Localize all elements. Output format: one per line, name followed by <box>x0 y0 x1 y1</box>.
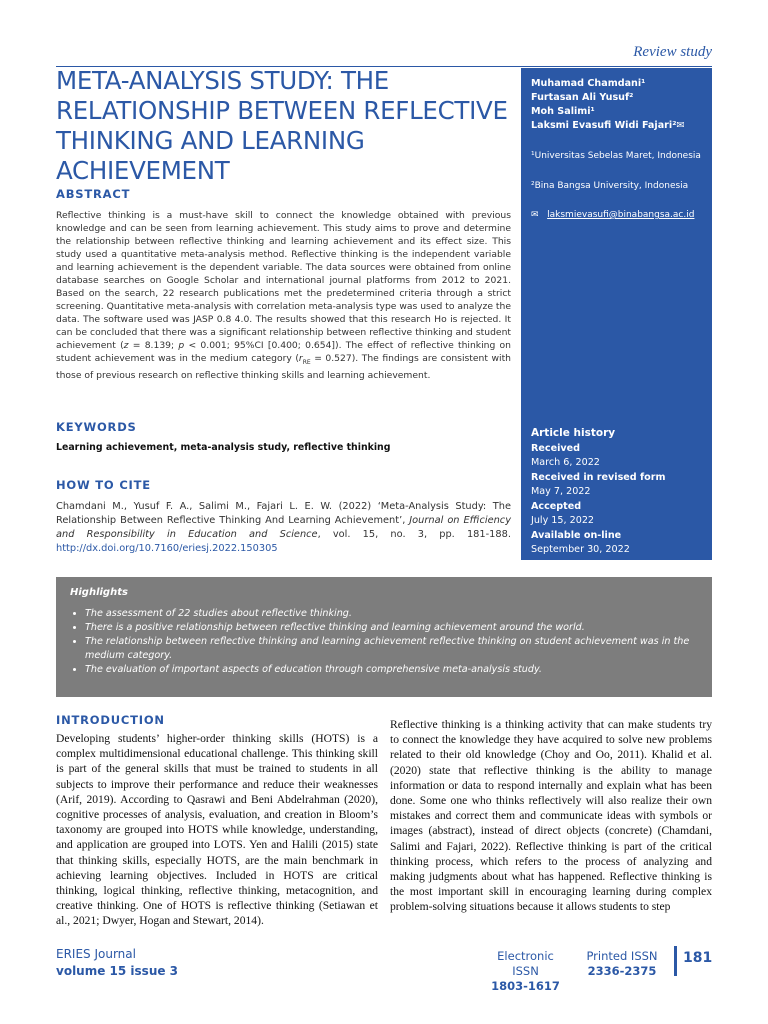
highlight-item: • The evaluation of important aspects of education through comprehensive meta-analysis study. <box>85 663 705 677</box>
author: Furtasan Ali Yusuf² <box>531 92 634 103</box>
introduction-heading: INTRODUCTION <box>56 713 165 727</box>
online-label: Available on-line <box>531 529 622 541</box>
highlight-item: • The assessment of 22 studies about reflective thinking. <box>85 607 705 621</box>
highlight-item: • The relationship between reflective thinking and learning achievement reflective thinking on student achievement was in the medium category. <box>85 635 705 663</box>
article-history <box>531 426 666 558</box>
author: Moh Salimi¹ <box>531 106 595 117</box>
journal-volume: volume 15 issue 3 <box>56 964 179 978</box>
footer-journal <box>56 946 178 980</box>
author-list <box>531 77 684 133</box>
envelope-icon: ✉ <box>531 210 539 220</box>
footer-divider <box>674 946 677 976</box>
keywords-text: Learning achievement, meta-analysis study, reflective thinking <box>56 442 391 453</box>
citation: Chamdani M., Yusuf F. A., Salimi M., Fajari L. E. W. (2022) ‘Meta-Analysis Study: The Relationship Between Reflective Thinking And Learning Achievement’, Journal on Efficiency and Responsibility in Education and Science, vol. 15, no. 3, pp. 181-188. http://dx.doi.org/10.7160/eriesj.2022.150305 <box>56 501 511 554</box>
abstract-text: Reflective thinking is a must-have skill to connect the knowledge obtained with previous knowledge and can be seen from learning achievement. This study aims to prove and determine the relationship between reflective thinking and learning achievement and its effect size. This study used a quantitative meta-analysis method. Reflective thinking is the independent variable and learning achievement is the dependent variable. The data sources were obtained from online database searches on Google Scholar and international journal platforms from 2012 to 2021. Based on the search, 22 research publications met the predetermined criteria through a strict screening. Quantitative meta-analysis with correlation meta-analysis type was used to analyze the data. The software used was JASP 0.8 4.0. The results showed that this research Ho is rejected. It can be concluded that there was a significant relationship between reflective thinking and student achievement (z = 8.139; p < 0.001; 95%CI [0.400; 0.654]). The effect of reflective thinking on student achievement was in the medium category $(r_{RE} = 0.527)$. The findings are consistent with those of previous research on reflective thinking skills and learning achievement. <box>56 210 512 381</box>
highlight-item: • There is a positive relationship between reflective thinking and learning achievement around the world. <box>85 621 705 635</box>
highlights-title: Highlights <box>70 587 128 598</box>
email-link[interactable]: laksmievasufi@binabangsa.ac.id <box>547 210 695 220</box>
email-line <box>531 209 694 221</box>
author-sidebar <box>521 68 712 560</box>
introduction-column-1: Developing students’ higher-order thinking skills (HOTS) is a complex multidimensional educational challenge. This thinking skill is part of the general skills that must be trained to students in all subjects to improve their performance and reduce their weaknesses (Arif, 2019). According to Qasrawi and Beni Abdelrahman (2020), cognitive processes of analysis, evaluation, and creation in Bloom’s taxonomy are grouped into HOTS while knowledge, understanding, and application are grouped into LOTS. Yen and Halili (2015) state that thinking skills, especially HOTS, are the main benchmark in achieving learning objectives. Included in HOTS are critical thinking, logical thinking, reflective thinking, metacognition, and creative thinking. One of HOTS is reflective thinking (Setiawan et al., 2021; Dwyer, Hogan and Stewart, 2014). <box>56 732 378 928</box>
accepted-label: Accepted <box>531 500 582 512</box>
revised-date: May 7, 2022 <box>531 486 591 497</box>
introduction-column-2: Reflective thinking is a thinking activity that can make students try to connect the knowledge they have acquired to solve new problems related to their old knowledge (Choy and Oo, 2011). Khalid et al. (2020) state that reflective thinking is the ability to manage information or data to respond internally and explain what has been done. Some one who thinks reflectively will also realize their own mistakes and correct them and communicate ideas with symbols or images (abstract), instead of direct objects (concrete) (Chamdani, Salimi and Fajari, 2022). Reflective thinking is part of the critical thinking process, which refers to the process of analyzing and making judgments about what has happened. Reflective thinking is the most important skill in encouraging learning during complex problem-solving situations because it allows students to step <box>390 718 712 914</box>
affiliation-1: ¹Universitas Sebelas Maret, Indonesia <box>531 151 701 161</box>
doi-link[interactable]: http://dx.doi.org/10.7160/eriesj.2022.150305 <box>56 543 278 554</box>
section-label: Review study <box>633 44 712 60</box>
affiliation-2: ²Bina Bangsa University, Indonesia <box>531 181 689 191</box>
keywords-heading: KEYWORDS <box>56 420 137 434</box>
journal-name: ERIES Journal <box>56 947 136 961</box>
highlights-list <box>69 607 705 677</box>
author: Muhamad Chamdani¹ <box>531 78 646 89</box>
received-date: March 6, 2022 <box>531 457 600 468</box>
cite-heading: HOW TO CITE <box>56 478 151 492</box>
printed-issn: Printed ISSN 2336-2375 <box>586 949 658 978</box>
paper-title: META-ANALYSIS STUDY: THE RELATIONSHIP BETWEEN REFLECTIVE THINKING AND LEARNING ACHIEVEMENT <box>56 66 508 185</box>
highlights-box <box>56 577 712 697</box>
page-number: 181 <box>683 950 713 966</box>
online-date: September 30, 2022 <box>531 544 630 555</box>
received-label: Received <box>531 442 581 454</box>
revised-label: Received in revised form <box>531 471 666 483</box>
accepted-date: July 15, 2022 <box>531 515 595 526</box>
abstract-heading: ABSTRACT <box>56 187 131 201</box>
electronic-issn: Electronic ISSN 1803-1617 <box>491 949 560 993</box>
history-title: Article history <box>531 427 616 439</box>
author: Laksmi Evasufi Widi Fajari²✉ <box>531 120 685 131</box>
